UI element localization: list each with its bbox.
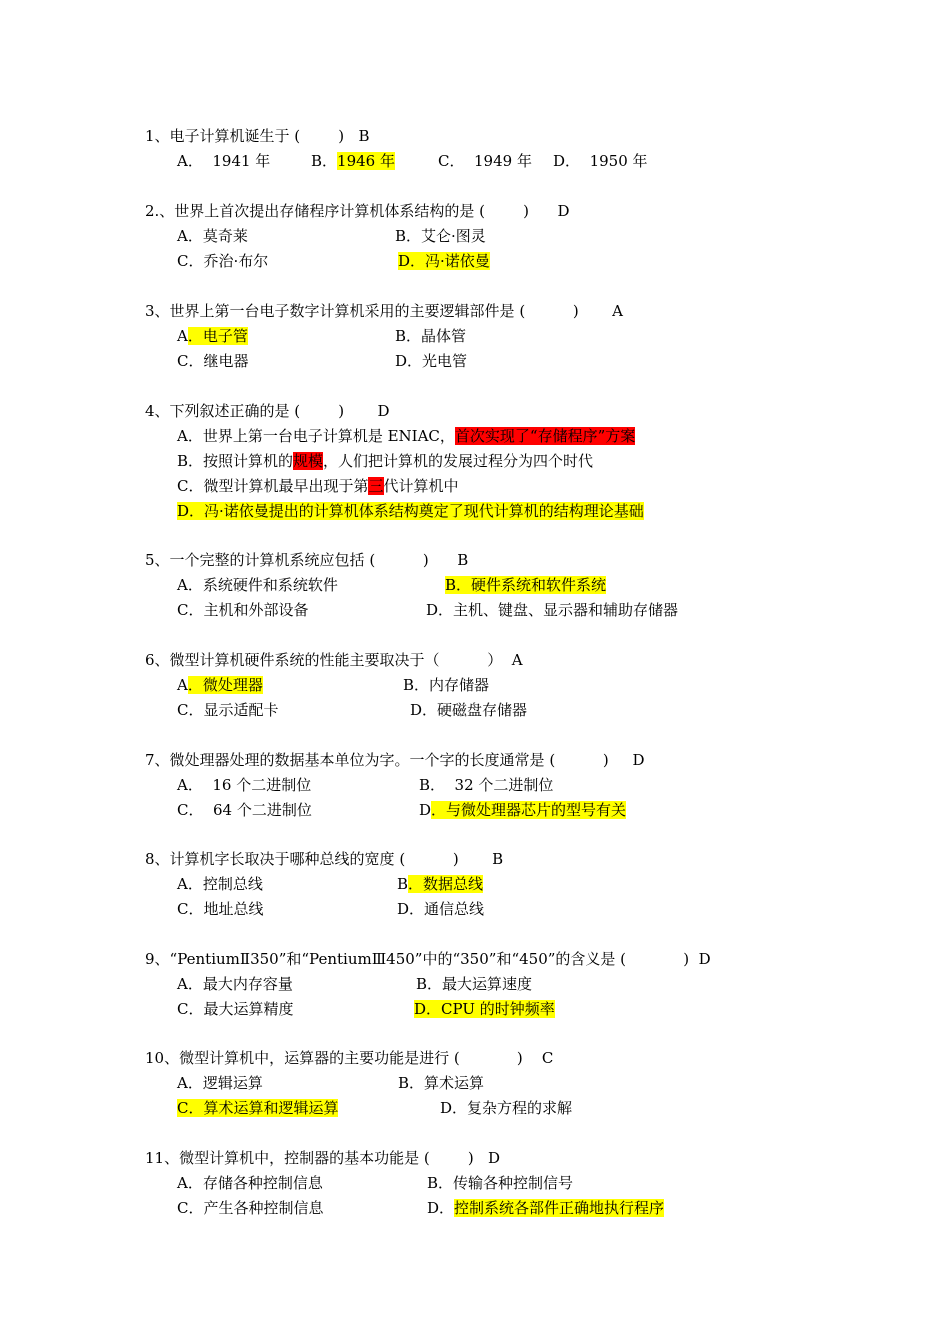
q8-option-b: B．数据总线 <box>397 875 484 893</box>
q1-option-d: D． 1950 年 <box>553 152 648 170</box>
q7-option-b: B． 32 个二进制位 <box>419 776 554 794</box>
q1-option-a: A． 1941 年 <box>177 152 271 170</box>
highlight: C．算术运算和逻辑运算 <box>177 1099 339 1117</box>
highlight: ．与微处理器芯片的型号有关 <box>431 801 627 819</box>
q7-option-d: D．与微处理器芯片的型号有关 <box>419 801 627 819</box>
question-4: 4、下列叙述正确的是 ( ) D <box>145 402 390 420</box>
q9-option-d <box>414 999 555 1019</box>
question-7: 7、微处理器处理的数据基本单位为字。一个字的长度通常是 ( ) D <box>145 751 645 769</box>
q8-option-a: A．控制总线 <box>177 875 263 893</box>
question-2: 2.、世界上首次提出存储程序计算机体系结构的是 ( ) D <box>145 202 570 220</box>
q6-option-d: D．硬磁盘存储器 <box>410 701 528 719</box>
highlight: B．硬件系统和软件系统 <box>445 576 607 594</box>
q3-option-b: B．晶体管 <box>395 327 467 345</box>
q6-option-a: A．微处理器 <box>177 676 263 694</box>
q3-option-c: C．继电器 <box>177 352 249 370</box>
q5-option-b <box>445 575 606 595</box>
q10-option-d: D．复杂方程的求解 <box>440 1099 573 1117</box>
q9-option-b: B．最大运算速度 <box>416 975 533 993</box>
highlight: ．微处理器 <box>187 676 263 694</box>
q10-option-b: B．算术运算 <box>398 1074 485 1092</box>
red-highlight: 三 <box>368 477 384 495</box>
question-6: 6、微型计算机硬件系统的性能主要取决于（ ） A <box>145 651 523 669</box>
q9-option-c: C．最大运算精度 <box>177 1000 294 1018</box>
q6-option-c: C．显示适配卡 <box>177 701 279 719</box>
q5-option-a: A．系统硬件和系统软件 <box>177 576 338 594</box>
q11-option-c: C．产生各种控制信息 <box>177 1199 324 1217</box>
q6-option-b: B．内存储器 <box>403 676 490 694</box>
highlight: 1946 年 <box>337 152 395 170</box>
q10-option-c <box>177 1098 338 1118</box>
question-8: 8、计算机字长取决于哪种总线的宽度 ( ) B <box>145 850 504 868</box>
question-10: 10、微型计算机中，运算器的主要功能是进行 ( ) C <box>145 1049 554 1067</box>
q4-option-c: C．微型计算机最早出现于第三代计算机中 <box>177 477 459 495</box>
q9-option-a: A．最大内存容量 <box>177 975 293 993</box>
q4-option-b: B．按照计算机的规模，人们把计算机的发展过程分为四个时代 <box>177 452 594 470</box>
q3-option-d: D．光电管 <box>395 352 468 370</box>
question-3: 3、世界上第一台电子数字计算机采用的主要逻辑部件是 ( ) A <box>145 302 623 320</box>
highlight: D．CPU 的时钟频率 <box>414 1000 555 1018</box>
q2-option-c: C．乔治·布尔 <box>177 252 269 270</box>
q8-option-d: D．通信总线 <box>397 900 485 918</box>
q2-option-d <box>398 251 490 271</box>
q7-option-c: C． 64 个二进制位 <box>177 801 312 819</box>
q7-option-a: A． 16 个二进制位 <box>177 776 312 794</box>
question-9: 9、“PentiumⅡ350”和“PentiumⅢ450”中的“350”和“450”的含义是 ( ) D <box>145 950 711 968</box>
q11-option-b: B．传输各种控制信号 <box>427 1174 574 1192</box>
q5-option-d: D．主机、键盘、显示器和辅助存储器 <box>426 601 679 619</box>
highlight: 控制系统各部件正确地执行程序 <box>454 1199 665 1217</box>
q1-option-b: B．1946 年 <box>311 152 395 170</box>
red-highlight: 首次实现了“存储程序”方案 <box>454 427 636 445</box>
highlight: D．冯·诺依曼 <box>398 252 490 270</box>
question-5: 5、一个完整的计算机系统应包括 ( ) B <box>145 551 469 569</box>
q2-option-b: B．艾仑·图灵 <box>395 227 486 245</box>
q3-option-a: A．电子管 <box>177 327 248 345</box>
highlight: ．电子管 <box>187 327 248 345</box>
q1-option-c: C． 1949 年 <box>438 152 532 170</box>
highlight: D．冯·诺依曼提出的计算机体系结构奠定了现代计算机的结构理论基础 <box>177 502 644 520</box>
q4-option-d <box>177 501 644 521</box>
q11-option-a: A．存储各种控制信息 <box>177 1174 323 1192</box>
question-1: 1、电子计算机诞生于 ( ) B <box>145 127 370 145</box>
q2-option-a: A．莫奇莱 <box>177 227 248 245</box>
q5-option-c: C．主机和外部设备 <box>177 601 309 619</box>
highlight: ．数据总线 <box>408 875 484 893</box>
q11-option-d: D．控制系统各部件正确地执行程序 <box>427 1199 665 1217</box>
red-highlight: 规模 <box>293 452 324 470</box>
q8-option-c: C．地址总线 <box>177 900 264 918</box>
q4-option-a: A．世界上第一台电子计算机是 ENIAC，首次实现了“存储程序”方案 <box>177 427 636 445</box>
question-11: 11、微型计算机中，控制器的基本功能是 ( ) D <box>145 1149 501 1167</box>
q10-option-a: A．逻辑运算 <box>177 1074 263 1092</box>
